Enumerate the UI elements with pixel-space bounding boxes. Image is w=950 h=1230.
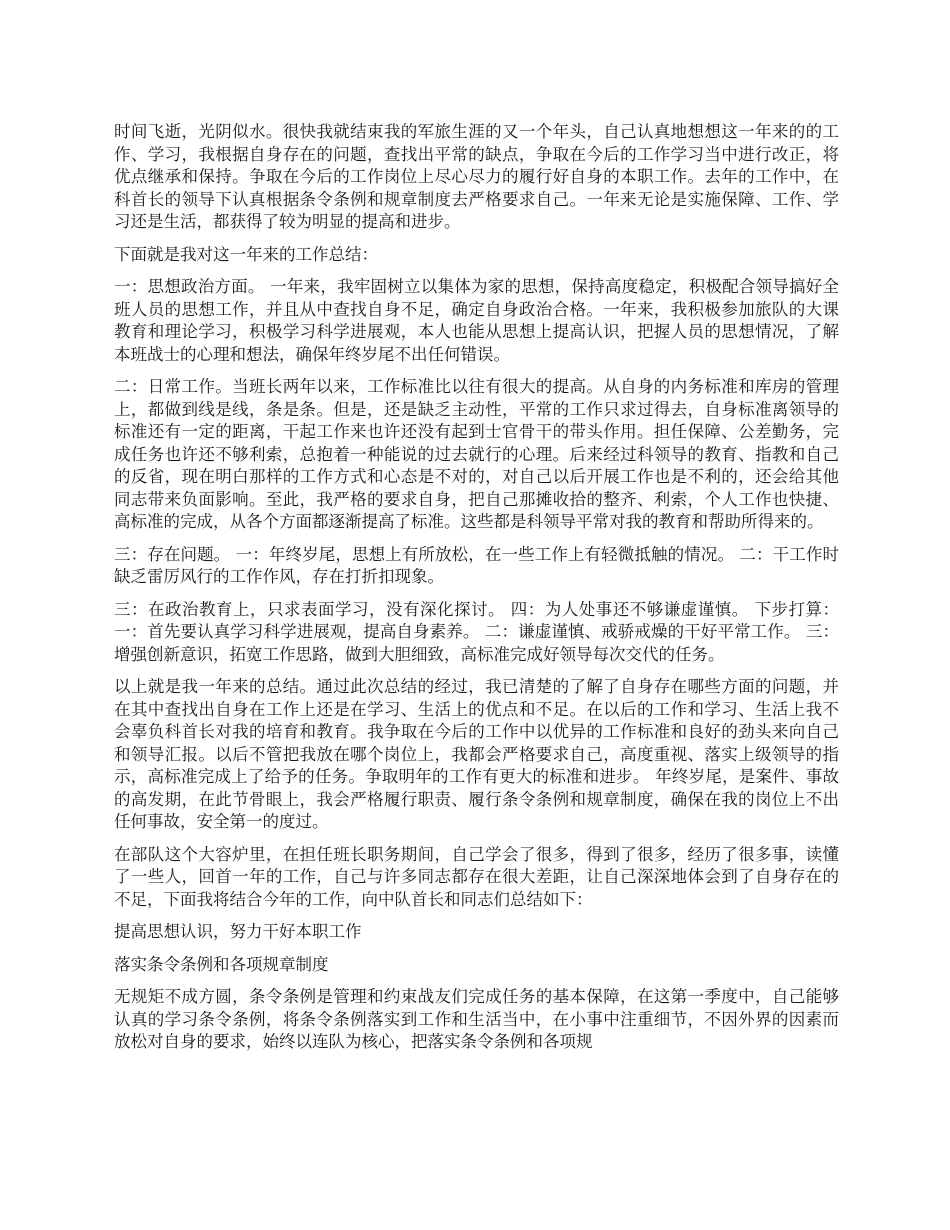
paragraph-army-experience: 在部队这个大容炉里，在担任班长职务期间，自己学会了很多，得到了很多，经历了很多事，读懂了一些人，回首一年的工作，自己与许多同志都存在很大差距，让自己深深地体会到了自身存在的不足，下面我将结合今年的工作，向中队首长和同志们总结如下： [114,844,839,909]
paragraph-regulations: 无规矩不成方圆，条令条例是管理和约束战友们完成任务的基本保障，在这第一季度中，自己能够认真的学习条令条例，将条令条例落实到工作和生活当中，在小事中注重细节，不因外界的因素而放松对自身的要求，始终以连队为核心，把落实条令条例和各项规 [114,987,839,1051]
paragraph-summary-lead: 下面就是我对这一年来的工作总结： [114,244,378,264]
paragraph-next-plans: 三：在政治教育上，只求表面学习，没有深化探讨。 四：为人处事还不够谦虚谨慎。 下步打算： 一：首先要认真学习科学进展观，提高自身素养。 二：谦虚谨慎、戒骄戒燥的干好平常工作。 三：增强创新意识，拓宽工作思路，做到大胆细致，高标准完成好领导每次交代的任务。 [114,599,839,664]
paragraph-political-thought: 一：思想政治方面。 一年来，我牢固树立以集体为家的思想，保持高度稳定，积极配合领导搞好全班人员的思想工作，并且从中查找自身不足，确定自身政治合格。一年来，我积极参加旅队的大课教育和理论学习，积极学习科学进展观，本人也能从思想上提高认识，把握人员的思想情况，了解本班战士的心理和想法，确保年终岁尾不出任何错误。 [114,277,839,364]
paragraph-conclusion: 以上就是我一年来的总结。通过此次总结的经过，我已清楚的了解了自身存在哪些方面的问题，并在其中查找出自身在工作上还是在学习、生活上的优点和不足。在以后的工作和学习、生活上我不会辜负科首长对我的培育和教育。我争取在今后的工作中以优异的工作标准和良好的劲头来向自己和领导汇报。以后不管把我放在哪个岗位上，我都会严格要求自己，高度重视、落实上级领导的指示，高标准完成上了给予的任务。争取明年的工作有更大的标准和进步。 年终岁尾，是案件、事故的高发期，在此节骨眼上，我会严格履行职责、履行条令条例和规章制度，确保在我的岗位上不出任何事故，安全第一的度过。 [114,677,839,831]
document-body [114,121,839,1064]
paragraph-existing-problems: 三：存在问题。 一：年终岁尾，思想上有所放松，在一些工作上有轻微抵触的情况。 二：干工作时缺乏雷厉风行的工作作风，存在打折扣现象。 [114,544,839,586]
paragraph-daily-work: 二：日常工作。当班长两年以来，工作标准比以往有很大的提高。从自身的内务标准和库房的管理上，都做到线是线，条是条。但是，还是缺乏主动性，平常的工作只求过得去，自身标准离领导的标准还有一定的距离，干起工作来也许还没有起到士官骨干的带头作用。担任保障、公差勤务，完成任务也许还不够利索，总抱着一种能说的过去就行的心理。后来经过科领导的教育、指教和自己的反省，现在明白那样的工作方式和心态是不对的，对自己以后开展工作也是不利的，还会给其他同志带来负面影响。至此，我严格的要求自身，把自己那摊收拾的整齐、利索，个人工作也快捷、高标准的完成，从各个方面都逐渐提高了标准。这些都是科领导平常对我的教育和帮助所得来的。 [114,377,839,531]
section-heading-thought: 提高思想认识，努力干好本职工作 [114,922,362,941]
section-heading-regulations: 落实条令条例和各项规章制度 [114,954,329,974]
paragraph-intro: 时间飞逝，光阴似水。很快我就结束我的军旅生涯的又一个年头，自己认真地想想这一年来的的工作、学习，我根据自身存在的问题，查找出平常的缺点，争取在今后的工作学习当中进行改正，将优点继承和保持。争取在今后的工作岗位上尽心尽力的履行好自身的本职工作。去年的工作中，在科首长的领导下认真根据条令条例和规章制度去严格要求自己。一年来无论是实施保障、工作、学习还是生活，都获得了较为明显的提高和进步。 [114,122,839,231]
